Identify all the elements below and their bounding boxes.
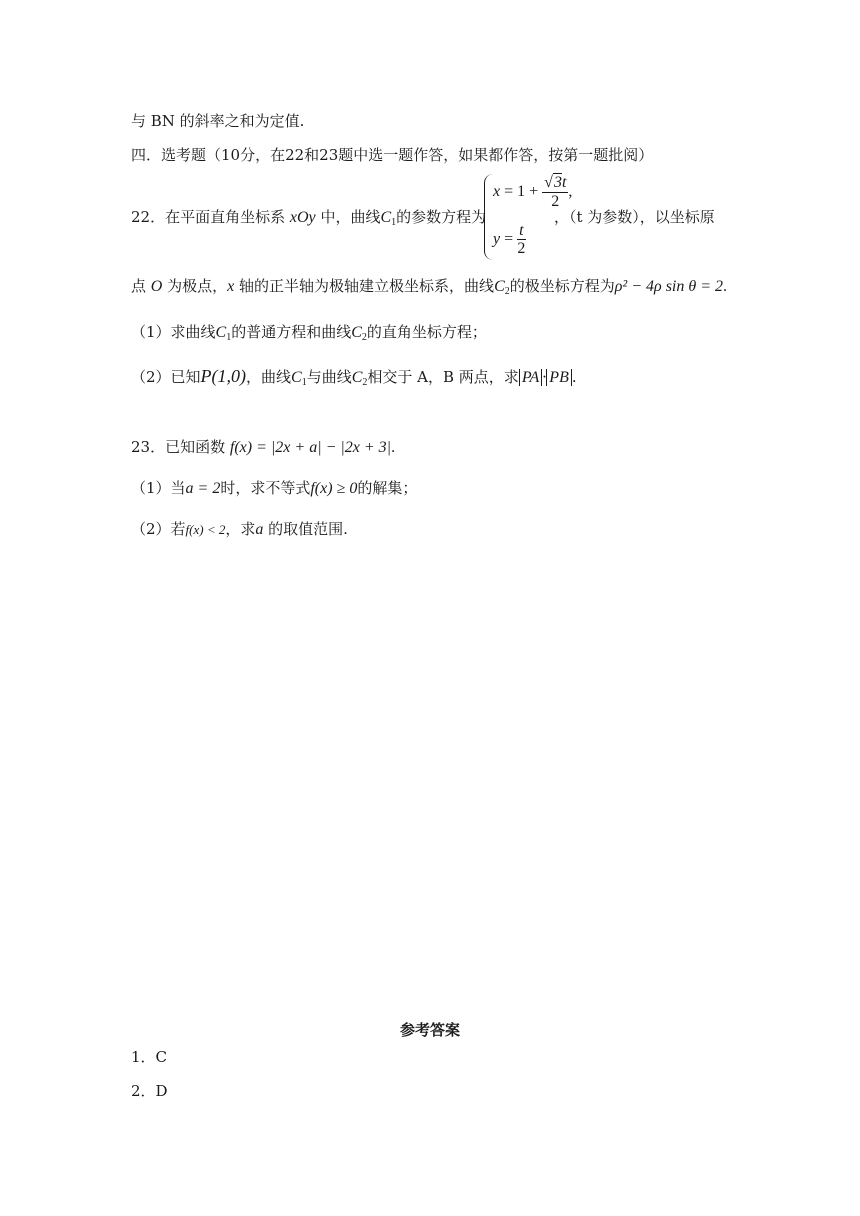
q22-number: 22． bbox=[131, 208, 166, 226]
answer-item-1: 1．C bbox=[131, 1048, 168, 1066]
q23-part2-c: 的取值范围. bbox=[268, 520, 348, 538]
variable-a: a bbox=[255, 521, 264, 538]
q23-part2-b: ，求 bbox=[225, 520, 256, 538]
q22-part1-a: （1）求曲线 bbox=[131, 323, 216, 341]
condition-a: a = 2 bbox=[185, 480, 221, 497]
inequality-2: f(x) < 2 bbox=[185, 522, 226, 537]
q22-part2-e: . bbox=[571, 368, 577, 386]
param-eq-x: x = 1 + $\frac{√3t}{2}$ , bbox=[493, 174, 573, 210]
answers-title: 参考答案 bbox=[399, 1021, 460, 1039]
q22-part2-b: ，曲线 bbox=[246, 368, 292, 386]
q23-part1-a: （1）当 bbox=[131, 479, 186, 497]
pole-o: O bbox=[150, 278, 163, 295]
q23-part1-c: 的解集； bbox=[357, 479, 418, 497]
param-eq-y: y = $\frac{t}{2}$ bbox=[493, 222, 526, 257]
q23-part2 bbox=[131, 519, 348, 540]
q22-line1 bbox=[131, 207, 486, 233]
q22-line2-a: 点 bbox=[131, 277, 147, 295]
q22-line2-e: 轴的正半轴为极轴建立极坐标系，曲线 bbox=[239, 277, 495, 295]
q23-number: 23． bbox=[131, 438, 166, 456]
curve-c1: $C_1$ bbox=[215, 324, 232, 343]
product-expression: PA · PB bbox=[519, 369, 572, 386]
q23-part2-a: （2）若 bbox=[131, 520, 186, 538]
q23-stem: 已知函数 bbox=[165, 438, 226, 456]
q23-part1-b: 时，求不等式 bbox=[220, 479, 311, 497]
q22-param-note: ，（t 为参数），以坐标原 bbox=[554, 208, 715, 226]
text-line-top: 与 BN 的斜率之和为定值. bbox=[131, 112, 305, 130]
section-heading: 四．选考题（10分，在22和23题中选一题作答，如果都作答，按第一题批阅） bbox=[131, 146, 654, 164]
x-axis-label: x bbox=[227, 278, 235, 295]
q22-stem-c: 的参数方程为 bbox=[396, 208, 487, 226]
q23-line1: 23．已知函数 f(x) = |2x + a| − |2x + 3|. bbox=[131, 438, 396, 456]
q22-line2-f: 的极坐标方程为 bbox=[509, 277, 615, 295]
parametric-system bbox=[484, 174, 573, 260]
answer-item-2: 2．D bbox=[131, 1082, 168, 1100]
q22-stem-b: 中，曲线 bbox=[320, 208, 381, 226]
q22-stem-a: 在平面直角坐标系 bbox=[165, 208, 286, 226]
q22-part1-c: 的直角坐标方程； bbox=[366, 323, 487, 341]
q22-line2: 点 O 为极点，x 轴的正半轴为极轴建立极坐标系，曲线$C_2$的极坐标方程为ρ² − 4ρ sin θ = 2. bbox=[131, 277, 728, 297]
q22-part2-d: 相交于 A，B 两点，求 bbox=[367, 368, 519, 386]
curve-c2: $C_2$ bbox=[351, 369, 368, 388]
brace-icon bbox=[484, 174, 493, 260]
curve-c2: $C_2$ bbox=[494, 278, 510, 297]
q22-line2-c: 为极点， bbox=[167, 277, 228, 295]
function-def: f(x) = |2x + a| − |2x + 3| bbox=[229, 439, 392, 456]
point-p: P(1,0) bbox=[200, 366, 247, 386]
q22-part2-a: （2）已知 bbox=[131, 368, 201, 386]
inequality: f(x) ≥ 0 bbox=[310, 480, 358, 497]
q22-part2-c: 与曲线 bbox=[306, 368, 352, 386]
q22-part1-b: 的普通方程和曲线 bbox=[231, 323, 352, 341]
q22-part1 bbox=[131, 322, 487, 348]
polar-equation: ρ² − 4ρ sin θ = 2 bbox=[614, 278, 724, 295]
curve-c1: $C_1$ bbox=[291, 369, 307, 388]
curve-c1: $C_1$ bbox=[380, 209, 397, 228]
coord-system: xOy bbox=[289, 209, 316, 226]
q22-part2 bbox=[131, 366, 577, 393]
q23-part1 bbox=[131, 478, 417, 499]
curve-c2: $C_2$ bbox=[351, 324, 367, 343]
